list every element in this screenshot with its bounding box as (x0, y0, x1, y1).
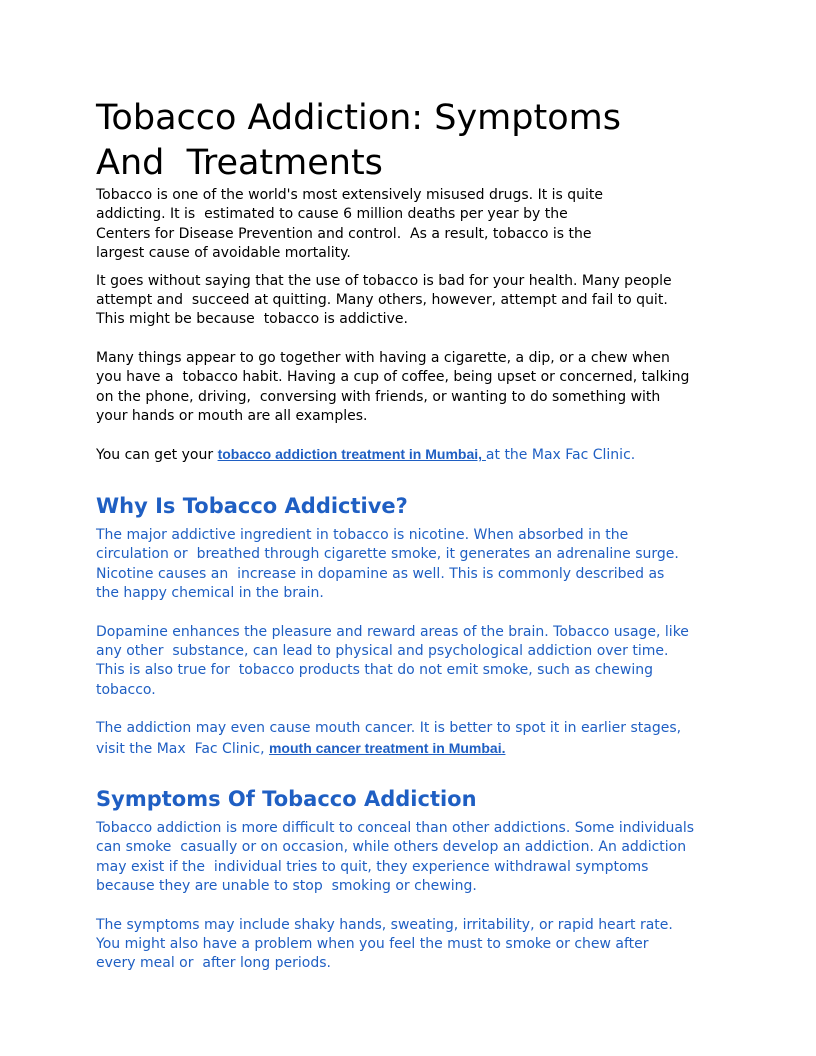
text-line: The addiction may even cause mouth cancer. It is better to spot it in earlier stages, (96, 720, 682, 737)
text-line: This might be because tobacco is addictive. (96, 311, 408, 328)
section1-paragraph-3 (96, 719, 720, 759)
text-line (96, 739, 720, 759)
section1-paragraph-2 (96, 623, 720, 701)
text-line: on the phone, driving, conversing with friends, or wanting to do something with (96, 388, 661, 405)
text-line: the happy chemical in the brain. (96, 585, 324, 602)
text-line: Tobacco addiction is more difficult to conceal than other addictions. Some individuals (96, 819, 695, 836)
text-line: You might also have a problem when you feel the must to smoke or chew after (96, 935, 649, 952)
text-line: Tobacco is one of the world's most extensively misused drugs. It is quite (96, 187, 604, 203)
tobacco-treatment-link[interactable]: tobacco addiction treatment in Mumbai, (217, 446, 486, 463)
text-span: at the Max Fac Clinic. (485, 447, 636, 464)
text-line: Centers for Disease Prevention and control. As a result, tobacco is the (96, 225, 592, 242)
text-line: circulation or breathed through cigarette smoke, it generates an adrenaline surge. (96, 546, 679, 563)
text-line: largest cause of avoidable mortality. (96, 245, 351, 262)
text-line: any other substance, can lead to physical and psychological addiction over time. (96, 642, 669, 659)
text-line: Dopamine enhances the pleasure and reward areas of the brain. Tobacco usage, like (96, 623, 689, 640)
text-line: attempt and succeed at quitting. Many others, however, attempt and fail to quit. (96, 292, 668, 309)
section2-paragraph-1 (96, 819, 720, 897)
text-span: visit the Max Fac Clinic, (96, 740, 269, 757)
title-line-1: Tobacco Addiction: Symptoms (96, 98, 621, 138)
text-line: Nicotine causes an increase in dopamine as well. This is commonly described as (96, 565, 665, 582)
mouth-cancer-treatment-link[interactable]: mouth cancer treatment in Mumbai. (268, 739, 506, 756)
text-line: The major addictive ingredient in tobacco is nicotine. When absorbed in the (96, 526, 629, 543)
text-line: It goes without saying that the use of tobacco is bad for your health. Many people (96, 272, 672, 289)
text-span: You can get your (96, 447, 218, 464)
text-line: you have a tobacco habit. Having a cup of coffee, being upset or concerned, talking (96, 369, 690, 386)
intro-paragraph-3 (96, 349, 720, 427)
section-heading-symptoms: Symptoms Of Tobacco Addiction (96, 786, 477, 811)
intro-paragraph-1 (96, 186, 720, 264)
page-title (96, 96, 720, 186)
title-line-2: And Treatments (96, 143, 383, 183)
text-line: This is also true for tobacco products that do not emit smoke, such as chewing (96, 662, 653, 679)
text-line: addicting. It is estimated to cause 6 million deaths per year by the (96, 206, 568, 223)
text-line: because they are unable to stop smoking or chewing. (96, 878, 477, 895)
text-line: your hands or mouth are all examples. (96, 408, 368, 425)
section2-paragraph-2 (96, 916, 720, 974)
text-line: Many things appear to go together with having a cigarette, a dip, or a chew when (96, 349, 670, 366)
section1-paragraph-1 (96, 526, 720, 604)
text-line: tobacco. (96, 681, 156, 698)
intro-paragraph-2 (96, 272, 720, 330)
intro-paragraph-4 (96, 445, 720, 465)
section-heading-why-addictive: Why Is Tobacco Addictive? (96, 493, 408, 518)
text-line: can smoke casually or on occasion, while others develop an addiction. An addiction (96, 839, 687, 856)
text-line: The symptoms may include shaky hands, sweating, irritability, or rapid heart rate. (96, 916, 673, 933)
text-line: may exist if the individual tries to quit, they experience withdrawal symptoms (96, 858, 649, 875)
text-line: every meal or after long periods. (96, 955, 331, 972)
document-page (96, 96, 720, 974)
